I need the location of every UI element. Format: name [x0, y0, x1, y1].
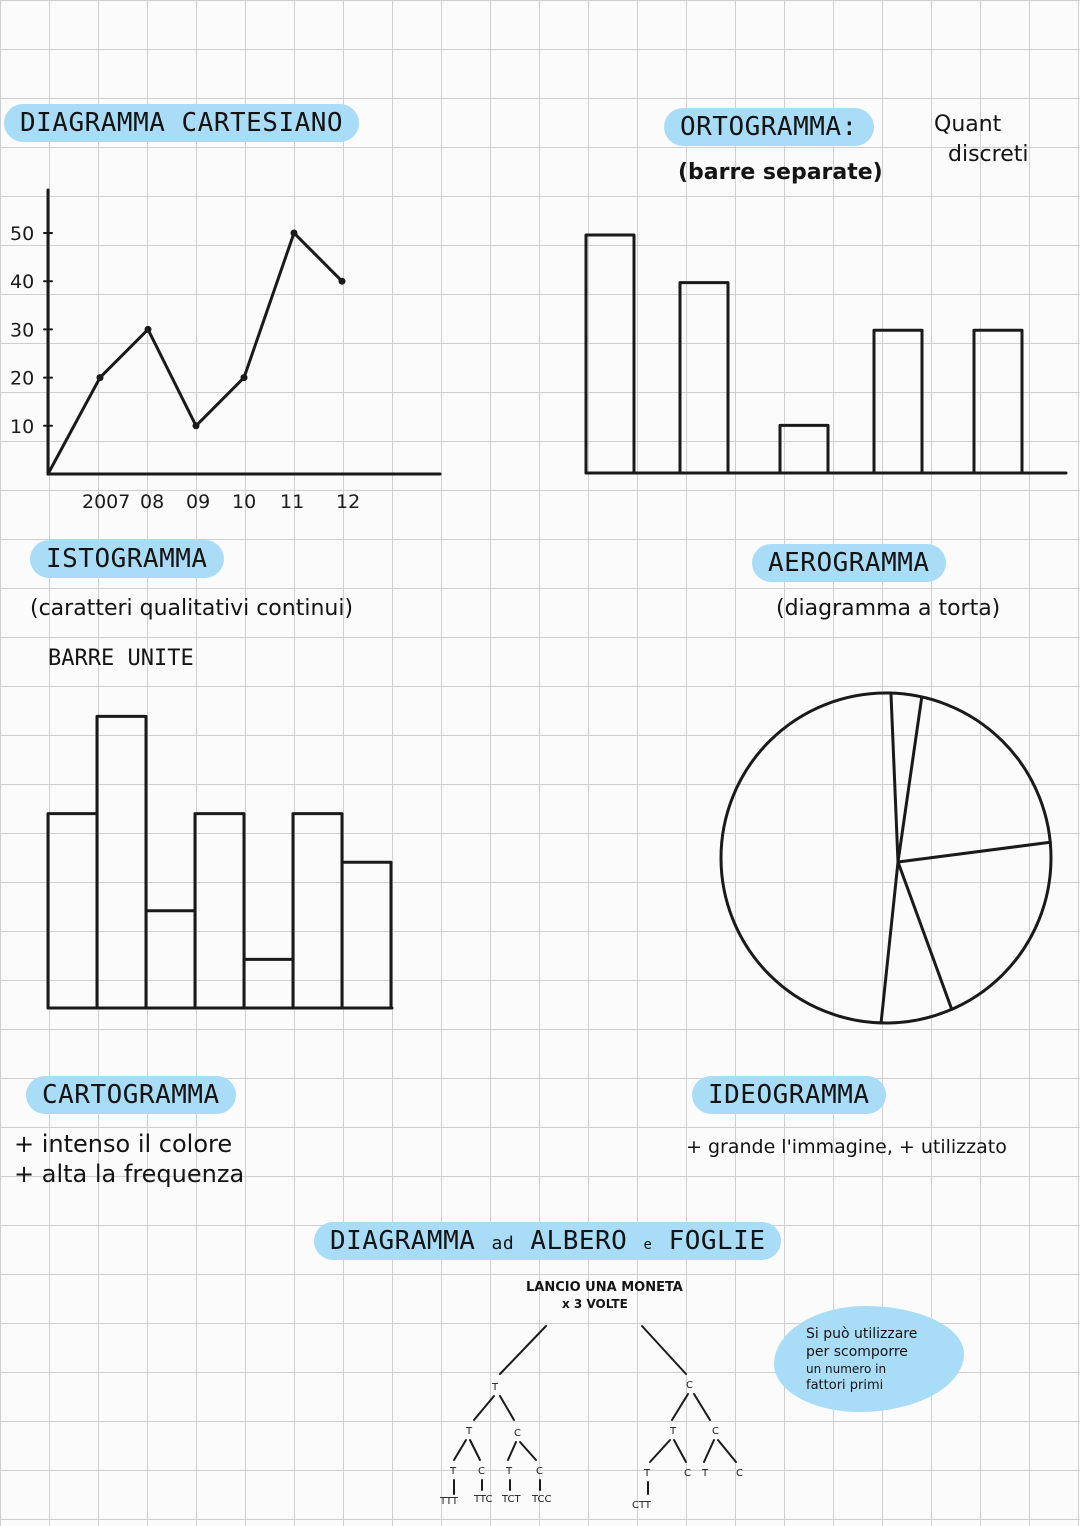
- title-ortogramma: ORTOGRAMMA:: [664, 108, 874, 146]
- cartesian-xtick-label-5: 12: [336, 491, 361, 513]
- tree-node-l3-4: T: [644, 1468, 651, 1479]
- cartesian-ytick-label-3: 40: [10, 271, 35, 294]
- tree-leaf-0: TTT: [440, 1496, 458, 1507]
- cartogramma-line-1: + intenso il colore: [14, 1130, 233, 1158]
- tree-edge-k: [704, 1440, 714, 1462]
- tree-node-l3-7: C: [736, 1468, 743, 1479]
- tree-node-l2-3: C: [712, 1426, 719, 1437]
- tree-leaf-2: TCT: [502, 1494, 521, 1505]
- tree-edge-c: [672, 1394, 688, 1420]
- tree-edge-g: [508, 1442, 516, 1460]
- title-albero-part-1: DIAGRAMMA: [330, 1226, 476, 1256]
- istogramma-subtitle: (caratteri qualitativi continui): [30, 596, 354, 621]
- cartesian-ytick-label-1: 20: [10, 367, 35, 390]
- cartesian-ytick-label-4: 50: [10, 223, 35, 245]
- cartesian-ytick-label-0: 10: [10, 415, 35, 438]
- tree-edge-l: [718, 1440, 736, 1462]
- ideogramma-line: + grande l'immagine, + utilizzato: [686, 1136, 1007, 1158]
- tree-branch-root-left: [500, 1326, 546, 1374]
- cartesian-xtick-label-0: 2007: [82, 491, 131, 513]
- cartesian-xtick-label-3: 10: [232, 491, 257, 513]
- cloud-text-3: un numero in: [806, 1362, 887, 1376]
- ortogramma-side-note-1: Quant: [934, 112, 1002, 137]
- tree-leaf-3: TCC: [532, 1494, 552, 1505]
- cartogramma-line-2: + alta la frequenza: [14, 1160, 245, 1188]
- title-istogramma: ISTOGRAMMA: [30, 540, 224, 578]
- tree-node-l2-1: C: [514, 1428, 521, 1439]
- ortogramma-subtitle: (barre separate): [678, 160, 883, 185]
- tree-edge-a: [474, 1396, 494, 1420]
- title-cartogramma: CARTOGRAMMA: [26, 1076, 236, 1114]
- tree-edge-h: [520, 1442, 536, 1460]
- cartesian-ytick-label-2: 30: [10, 319, 35, 342]
- cartesian-xtick-label-1: 08: [140, 491, 165, 513]
- ortogramma-side-note-2: discreti: [948, 142, 1029, 167]
- cloud-text-4: fattori primi: [806, 1378, 884, 1393]
- title-albero-part-2: ad: [491, 1233, 515, 1254]
- tree-edge-d: [694, 1394, 710, 1420]
- tree-caption-1: LANCIO UNA MONETA: [526, 1280, 683, 1295]
- tree-node-l3-0: T: [450, 1466, 457, 1477]
- cloud-text-2: per scomporre: [806, 1344, 908, 1360]
- tree-edge-e: [454, 1440, 466, 1460]
- tree-node-l1-0: T: [492, 1382, 499, 1393]
- cartesian-xtick-label-4: 11: [280, 491, 305, 513]
- tree-edge-f: [470, 1440, 480, 1460]
- tree-leaf-4: CTT: [632, 1500, 652, 1511]
- title-ideogramma: IDEOGRAMMA: [692, 1076, 886, 1114]
- tree-edge-j: [674, 1440, 686, 1462]
- tree-branch-root-right: [642, 1326, 686, 1374]
- tree-node-l3-6: T: [702, 1468, 709, 1479]
- tree-edge-i: [650, 1440, 670, 1462]
- istogramma-subtitle-2: BARRE UNITE: [48, 646, 194, 671]
- tree-node-l2-0: T: [466, 1426, 473, 1437]
- tree-caption-2: x 3 VOLTE: [562, 1297, 628, 1311]
- tree-node-l2-2: T: [670, 1426, 677, 1437]
- tree-edge-b: [500, 1396, 514, 1420]
- tree-leaf-1: TTC: [474, 1494, 493, 1505]
- cloud-text-1: Si può utilizzare: [806, 1326, 918, 1342]
- title-cartesian: DIAGRAMMA CARTESIANO: [4, 104, 359, 142]
- title-aerogramma: AEROGRAMMA: [752, 544, 946, 582]
- title-albero-part-3: ALBERO: [530, 1226, 628, 1256]
- tree-node-l3-5: C: [684, 1468, 691, 1479]
- title-albero-part-5: FOGLIE: [668, 1226, 766, 1256]
- aerogramma-subtitle: (diagramma a torta): [776, 596, 1001, 621]
- title-albero-part-4: e: [643, 1237, 653, 1253]
- tree-node-l3-3: C: [536, 1466, 543, 1477]
- tree-node-l1-1: C: [686, 1380, 693, 1391]
- tree-node-l3-1: C: [478, 1466, 485, 1477]
- cartesian-xtick-label-2: 09: [186, 491, 211, 513]
- tree-node-l3-2: T: [506, 1466, 513, 1477]
